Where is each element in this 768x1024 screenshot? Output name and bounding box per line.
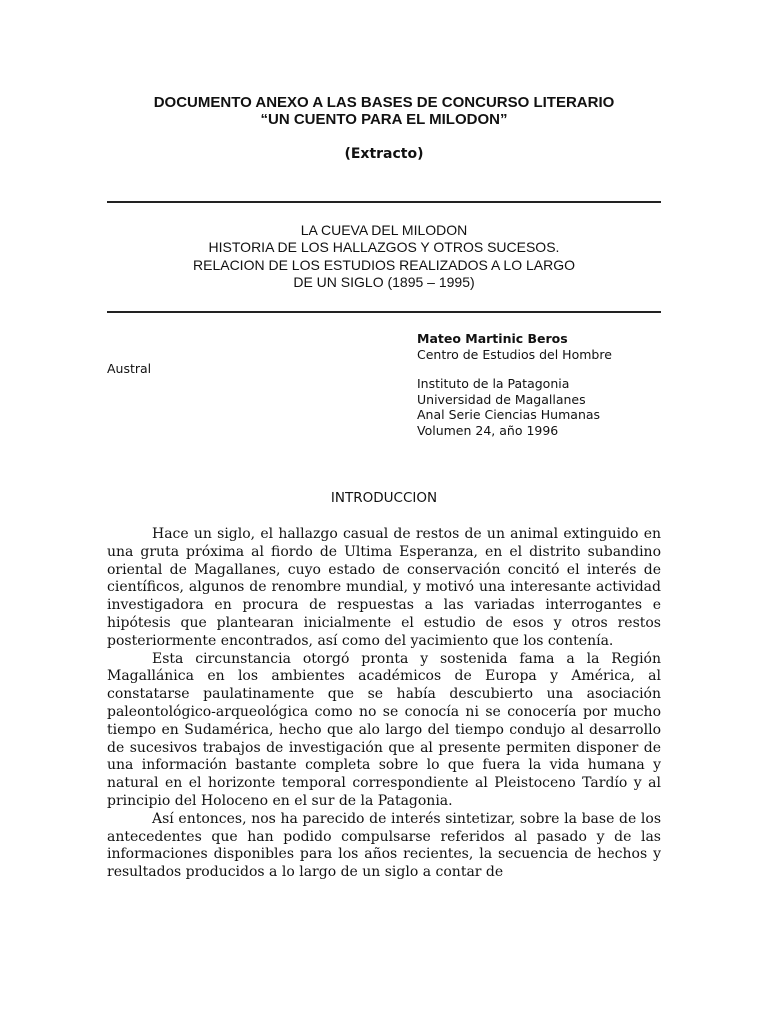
paragraph: Esta circunstancia otorgó pronta y sostenida fama a la Región Magallánica en los ambientes académicos de Europa y América, al constatarse paulatinamente que se había descubierto una asociación paleontológico-arqueológica como no se conocía ni se conocería por mucho tiempo en Sudamérica, hecho que alo largo del tiempo condujo al desarrollo de sucesivos trabajos de investigación que al presente permiten disponer de una información bastante completa sobre lo que fuera la vida humana y natural en el horizonte temporal correspondiente al Pleistoceno Tardío y al principio del Holoceno en el sur de la Patagonia. [107,650,661,809]
section-heading: INTRODUCCION [330,490,438,506]
subtitle-line-2: HISTORIA DE LOS HALLAZGOS Y OTROS SUCESOS. [208,239,560,255]
extract-label: (Extracto) [344,146,424,162]
author-block [417,331,612,362]
author-affiliation-continued: Austral [107,361,152,376]
author-affiliation: Centro de Estudios del Hombre [417,346,612,362]
bottom-divider [107,311,661,313]
institute-name: Instituto de la Patagonia [417,376,570,391]
author-name: Mateo Martinic Beros [417,331,568,346]
paragraph: Hace un siglo, el hallazgo casual de restos de un animal extinguido en una gruta próxima al fiordo de Ultima Esperanza, en el distrito subandino oriental de Magallanes, cuyo estado de conservación concitó el interés de científicos, algunos de renombre mundial, y motivó una interesante actividad investigadora en procura de respuestas a las variadas interrogantes e hipótesis que plantearan inicialmente el estudio de esos y otros restos posteriormente encontrados, así como del yacimiento que los contenía. [107,526,661,649]
body-text [107,526,661,882]
subtitle-line-3: RELACION DE LOS ESTUDIOS REALIZADOS A LO LARGO [193,257,575,273]
paragraph: Así entonces, nos ha parecido de interés sintetizar, sobre la base de los antecedentes que han podido compulsarse referidos al pasado y de las informaciones disponibles para los años recientes, la secuencia de hechos y resultados producidos a lo largo de un siglo a contar de [107,810,661,881]
subtitle-line-4: DE UN SIGLO (1895 – 1995) [293,274,475,290]
publication-block [417,376,600,438]
university-name: Universidad de Magallanes [417,391,586,407]
series-name: Anal Serie Ciencias Humanas [417,407,601,422]
volume-info: Volumen 24, año 1996 [417,422,559,438]
subtitle-line-1: LA CUEVA DEL MILODON [300,222,468,238]
top-divider [107,201,661,203]
title-line-1: DOCUMENTO ANEXO A LAS BASES DE CONCURSO LITERARIO [153,94,615,111]
title-line-2: “UN CUENTO PARA EL MILODON” [260,111,508,128]
